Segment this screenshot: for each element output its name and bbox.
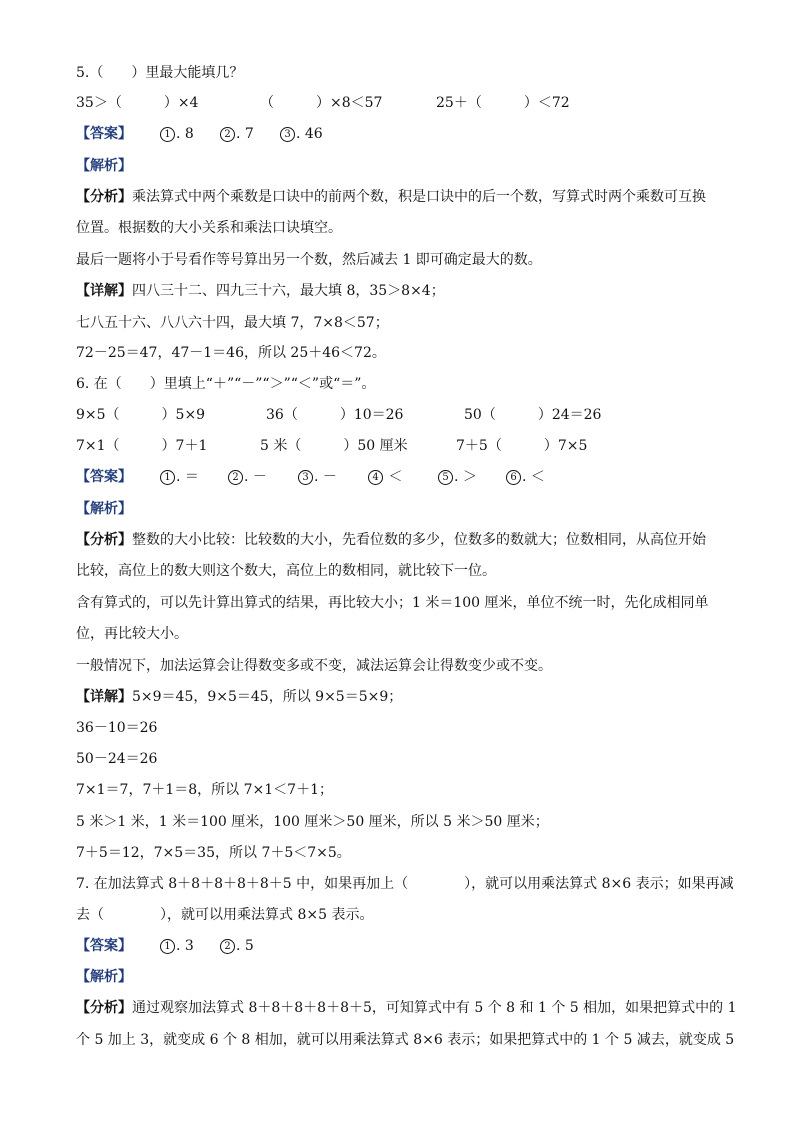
q7-answer-1: 1 . 3: [160, 936, 194, 956]
q6-expr-6: 7＋5（ ）7×5: [456, 438, 588, 454]
q6-answer-5: 5 . ＞: [438, 467, 477, 487]
circled-number-1: 1: [160, 470, 175, 485]
q6-detail-line-2: 36－10＝26: [76, 720, 158, 736]
circled-number-3: 3: [298, 470, 313, 485]
q6-detail-line-1: 【详解】5×9＝45，9×5＝45，所以 9×5＝5×9；: [76, 689, 403, 705]
q7-fenxi-line-2: 个 5 加上 3，就变成 6 个 8 相加，就可以用乘法算式 8×6 表示；如果把算式中的 1 个 5 减去，就变成 5: [76, 1032, 735, 1048]
q5-answer-1: 1 . 8: [160, 124, 194, 144]
circled-number-5: 5: [438, 470, 453, 485]
question-6-row-2: [76, 436, 716, 456]
q7-answer-row: [76, 936, 716, 956]
q6-answer-3: 3 . －: [298, 467, 337, 487]
q6-expr-3: 50（ ）24＝26: [464, 407, 602, 423]
q5-fenxi-line-2: 位置。根据数的大小关系和乘法口诀填空。: [76, 220, 342, 236]
q6-answer-4: 4 ＜: [368, 467, 402, 487]
q7-answer-2: 2 . 5: [220, 936, 254, 956]
circled-number-2: 2: [228, 470, 243, 485]
q5-expr-2: （ ）×8＜57: [260, 95, 383, 111]
q7-fenxi-line-1: 【分析】通过观察加法算式 8＋8＋8＋8＋8＋5，可知算式中有 5 个 8 和 1 个 5 相加，如果把算式中的 1: [76, 1000, 737, 1016]
q6-detail-line-4: 7×1＝7，7＋1＝8，所以 7×1＜7＋1；: [76, 782, 333, 798]
q6-detail-line-5: 5 米＞1 米，1 米＝100 厘米，100 厘米＞50 厘米，所以 5 米＞50 厘米；: [76, 814, 549, 830]
q6-answer-1: 1 . ＝: [160, 467, 199, 487]
q5-detail-line-1: 【详解】四八三十二、四九三十六，最大填 8，35＞8×4；: [76, 283, 445, 299]
question-6-row-1: [76, 405, 716, 425]
q6-fenxi-line-1: 【分析】整数的大小比较：比较数的大小，先看位数的多少，位数多的数就大；位数相同，从高位开始: [76, 532, 706, 548]
q6-answer-6: 6 . ＜: [506, 467, 545, 487]
analysis-heading: 【解析】: [76, 969, 132, 985]
circled-number-2: 2: [220, 127, 235, 142]
circled-number-4: 4: [368, 470, 383, 485]
q6-expr-4: 7×1（ ）7＋1: [76, 438, 208, 454]
answer-label: 【答案】: [76, 126, 132, 142]
q6-fenxi-line-5: 一般情况下，加法运算会让得数变多或不变，减法运算会让得数变少或不变。: [76, 658, 552, 674]
q5-detail-line-2: 七八五十六、八八六十四，最大填 7，7×8＜57；: [76, 315, 389, 331]
circled-number-6: 6: [506, 470, 521, 485]
q6-expr-5: 5 米（ ）50 厘米: [260, 438, 408, 454]
analysis-heading: 【解析】: [76, 501, 132, 517]
q6-fenxi-line-3: 含有算式的，可以先计算出算式的结果，再比较大小；1 米＝100 厘米，单位不统一时，先化成相同单: [76, 595, 709, 611]
q6-fenxi-line-4: 位，再比较大小。: [76, 626, 188, 642]
q5-fenxi-line-3: 最后一题将小于号看作等号算出另一个数，然后减去 1 即可确定最大的数。: [76, 252, 542, 268]
answer-label: 【答案】: [76, 938, 132, 954]
circled-number-2: 2: [220, 939, 235, 954]
question-5-title: 5.（ ）里最大能填几？: [76, 65, 244, 81]
q5-fenxi-line-1: 【分析】乘法算式中两个乘数是口诀中的前两个数，积是口诀中的后一个数，写算式时两个乘数可互换: [76, 189, 706, 205]
q6-detail-line-6: 7＋5＝12，7×5＝35，所以 7＋5＜7×5。: [76, 845, 351, 861]
question-7-title-line-1: 7. 在加法算式 8＋8＋8＋8＋8＋5 中，如果再加上（ ），就可以用乘法算式 8×6 表示；如果再减: [76, 876, 734, 892]
circled-number-1: 1: [160, 939, 175, 954]
circled-number-3: 3: [280, 127, 295, 142]
q6-fenxi-line-2: 比较，高位上的数大则这个数大，高位上的数相同，就比较下一位。: [76, 563, 496, 579]
circled-number-1: 1: [160, 127, 175, 142]
q5-answer-2: 2 . 7: [220, 124, 254, 144]
q6-expr-2: 36（ ）10＝26: [266, 407, 404, 423]
q6-answer-2: 2 . －: [228, 467, 267, 487]
q6-answer-row: [76, 467, 716, 487]
question-6-title: 6. 在（ ）里填上“＋”“－”“＞”“＜”或“＝”。: [76, 376, 376, 392]
q5-answer-row: [76, 124, 716, 144]
question-5-expressions: [76, 93, 716, 113]
answer-label: 【答案】: [76, 469, 132, 485]
q6-expr-1: 9×5（ ）5×9: [76, 407, 206, 423]
analysis-heading: 【解析】: [76, 158, 132, 174]
q5-answer-3: 3 . 46: [280, 124, 323, 144]
q5-detail-line-3: 72－25＝47，47－1＝46，所以 25＋46＜72。: [76, 345, 386, 361]
q5-expr-3: 25＋（ ）＜72: [436, 95, 570, 111]
question-7-title-line-2: 去（ ），就可以用乘法算式 8×5 表示。: [76, 907, 374, 923]
q6-detail-line-3: 50－24＝26: [76, 751, 158, 767]
q5-expr-1: 35＞（ ）×4: [76, 95, 199, 111]
